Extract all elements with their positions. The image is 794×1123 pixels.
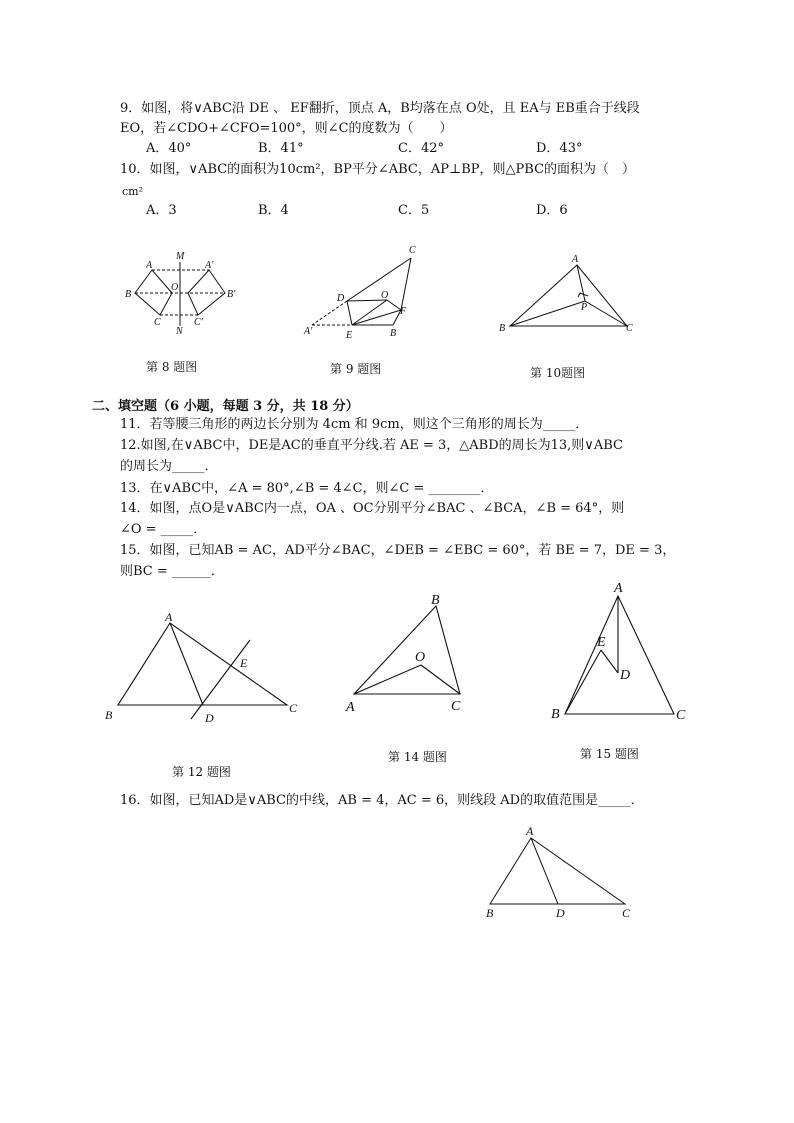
figure-15 bbox=[565, 596, 674, 714]
fig12-label-b: B bbox=[105, 708, 113, 722]
fig10-label-a: A bbox=[572, 254, 579, 265]
q12-line1: 12.如图,在∨ABC中，DE是AC的垂直平分线.若 AE = 3，△ABD的周长为13,则∨ABC bbox=[120, 438, 623, 453]
fig12-label-a: A bbox=[165, 610, 173, 624]
fig16-label-c: C bbox=[622, 906, 631, 920]
fig9-label-d: D bbox=[337, 293, 345, 304]
fig14-triangle bbox=[354, 606, 460, 694]
fig10-line-pc bbox=[585, 301, 627, 326]
fig8-label-a-prime: A′ bbox=[205, 260, 214, 271]
fig12-perp-bisector bbox=[191, 640, 250, 719]
fig12-label-e: E bbox=[240, 656, 248, 670]
fig8-label-m: M bbox=[176, 251, 185, 262]
fig10-label-c: C bbox=[626, 323, 633, 334]
fig8-label-o: O bbox=[171, 282, 179, 293]
fig15-label-d: D bbox=[620, 668, 631, 683]
fig9-line-oe bbox=[352, 300, 387, 325]
fig15-label-e: E bbox=[597, 635, 606, 650]
fig14-line-oc bbox=[421, 665, 460, 694]
fig12-line-ad bbox=[170, 623, 203, 705]
fig15-line-ed bbox=[601, 650, 618, 673]
fig12-caption: 第 12 题图 bbox=[172, 765, 231, 779]
figure-12 bbox=[118, 623, 287, 719]
fig14-label-b: B bbox=[431, 593, 440, 608]
fig9-line-de bbox=[347, 301, 352, 325]
q11: 11．若等腰三角形的两边长分别为 4cm 和 9cm，则这个三角形的周长为_____． bbox=[120, 417, 589, 432]
q9-line1: 9．如图，将∨ABC沿 DE 、 EF翻折，顶点 A，B均落在点 O处，且 EA与 EB重合于线段 bbox=[120, 101, 640, 116]
fig16-label-a: A bbox=[526, 824, 534, 838]
fig9-label-f: F bbox=[400, 306, 407, 317]
fig15-label-b: B bbox=[551, 707, 560, 722]
fig10-line-bp bbox=[510, 301, 588, 326]
fig15-triangle bbox=[565, 596, 674, 714]
fig8-label-n: N bbox=[176, 326, 183, 337]
q9-option-c: C．42° bbox=[398, 141, 444, 156]
q14-line1: 14．如图，点O是∨ABC内一点，OA 、OC分别平分∠BAC 、∠BCA，∠B = 64°，则 bbox=[120, 501, 625, 516]
q9-option-a: A．40° bbox=[146, 141, 192, 156]
fig14-label-a: A bbox=[346, 700, 355, 715]
fig14-label-o: O bbox=[415, 650, 426, 665]
q10-option-c: C．5 bbox=[398, 203, 430, 218]
fig9-caption: 第 9 题图 bbox=[330, 362, 382, 376]
figure-8 bbox=[135, 262, 225, 326]
fig16-triangle bbox=[490, 838, 625, 904]
q10-line1: 10．如图，∨ABC的面积为10cm²，BP平分∠ABC，AP⊥BP，则△PBC的面积为（ ） bbox=[120, 162, 636, 177]
fig10-caption: 第 10题图 bbox=[530, 366, 586, 380]
q9-option-d: D．43° bbox=[536, 141, 583, 156]
q15-line1: 15．如图，已知AB = AC，AD平分∠BAC，∠DEB = ∠EBC = 60°，若 BE = 7，DE = 3， bbox=[120, 543, 676, 558]
q10-line2: cm² bbox=[122, 185, 144, 198]
q16: 16．如图，已知AD是∨ABC的中线，AB = 4，AC = 6，则线段 AD的取值范围是_____． bbox=[120, 793, 644, 808]
fig10-label-p: P bbox=[581, 302, 588, 313]
section-2-heading: 二、填空题（6 小题，每题 3 分，共 18 分） bbox=[92, 399, 359, 414]
q9-line2: EO，若∠CDO+∠CFO=100°，则∠C的度数为（ ） bbox=[120, 121, 453, 136]
fig14-line-ao bbox=[354, 665, 421, 694]
fig14-label-c: C bbox=[451, 699, 461, 714]
fig16-label-d: D bbox=[556, 906, 565, 920]
fig9-label-o: O bbox=[381, 290, 389, 301]
figure-10 bbox=[510, 265, 627, 326]
q14-line2: ∠O = _____． bbox=[120, 522, 207, 537]
fig9-label-c: C bbox=[409, 245, 416, 256]
fig8-caption: 第 8 题图 bbox=[146, 360, 198, 374]
fig10-right-angle-mark bbox=[578, 293, 588, 297]
fig9-label-e: E bbox=[346, 330, 353, 341]
fig15-label-c: C bbox=[676, 708, 686, 723]
fig10-triangle bbox=[510, 265, 627, 326]
fig15-line-be bbox=[565, 650, 601, 714]
fig15-label-a: A bbox=[614, 581, 623, 596]
fig9-label-a-prime: A′ bbox=[304, 326, 313, 337]
fig9-dash-da bbox=[312, 301, 347, 325]
fig8-label-c: C bbox=[154, 317, 161, 328]
figure-14 bbox=[354, 606, 460, 694]
q10-option-d: D．6 bbox=[536, 203, 568, 218]
fig12-triangle bbox=[118, 623, 287, 705]
fig9-line-cd bbox=[347, 258, 411, 301]
fig12-label-c: C bbox=[289, 701, 298, 715]
q9-option-b: B．41° bbox=[258, 141, 304, 156]
fig15-caption: 第 15 题图 bbox=[580, 747, 639, 761]
q15-line2: 则BC = ______． bbox=[120, 564, 224, 579]
fig16-label-b: B bbox=[486, 906, 494, 920]
figure-9 bbox=[312, 258, 411, 325]
fig10-label-b: B bbox=[499, 323, 506, 334]
fig14-caption: 第 14 题图 bbox=[388, 750, 447, 764]
fig12-label-d: D bbox=[205, 711, 214, 725]
fig8-label-b-prime: B′ bbox=[227, 289, 236, 300]
q13: 13．在∨ABC中，∠A = 80°,∠B = 4∠C，则∠C = ________． bbox=[120, 481, 494, 496]
fig9-label-b: B bbox=[390, 328, 397, 339]
q12-line2: 的周长为_____． bbox=[120, 459, 218, 474]
fig8-label-c-prime: C′ bbox=[194, 317, 203, 328]
figure-16 bbox=[490, 838, 625, 904]
q10-option-a: A．3 bbox=[146, 203, 177, 218]
q10-option-b: B．4 bbox=[258, 203, 289, 218]
fig9-line-cf bbox=[401, 258, 411, 310]
fig9-line-of bbox=[387, 300, 401, 310]
fig8-label-a: A bbox=[146, 260, 153, 271]
fig8-label-b: B bbox=[125, 289, 132, 300]
